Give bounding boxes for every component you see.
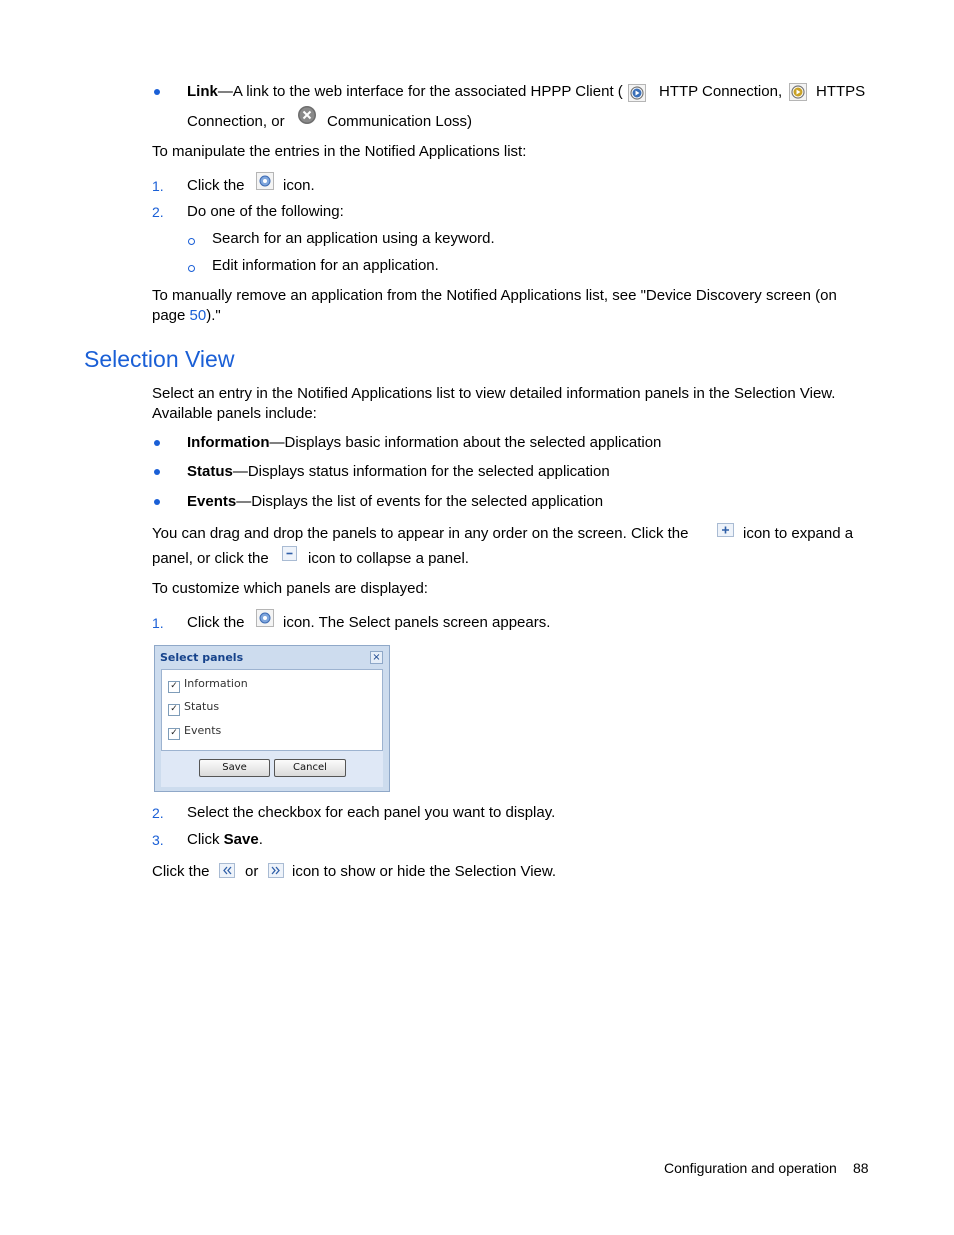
step-b3-text [187, 831, 263, 848]
step-b3-bold: Save [223, 831, 259, 848]
show-hide-post: icon to show or hide the Selection View. [292, 863, 557, 880]
page-50-link[interactable]: 50 [189, 307, 207, 324]
step-a1-post: icon. [283, 177, 315, 194]
https-connection-icon [789, 83, 807, 101]
step-a2-number: 2. [152, 204, 164, 220]
step-b3-pre: Click [187, 831, 224, 848]
option-events-label: Events [184, 724, 222, 737]
close-icon[interactable]: × [370, 651, 383, 664]
http-connection-icon [628, 84, 646, 102]
settings-gear-icon [256, 172, 274, 190]
option-status-label: Status [184, 700, 220, 713]
checkbox-checked-icon[interactable]: ✓ [168, 728, 180, 740]
save-button[interactable]: Save [199, 759, 270, 777]
step-b2-text: Select the checkbox for each panel you want to display. [187, 804, 556, 821]
link-text-c: HTTPS [816, 83, 866, 100]
dialog-title: Select panels [160, 651, 244, 664]
remove-para-line2 [152, 307, 221, 324]
sub-option-marker [188, 238, 195, 245]
step-a2-text: Do one of the following: [187, 203, 344, 220]
dialog-body [161, 669, 383, 751]
settings-gear-icon [256, 609, 274, 627]
customize-intro: To customize which panels are displayed: [152, 580, 428, 597]
panel-events-desc: —Displays the list of events for the selected application [236, 493, 604, 510]
section-intro-line2: Available panels include: [152, 405, 317, 422]
communication-loss-icon [297, 105, 317, 125]
panel-status [187, 463, 610, 480]
checkbox-checked-icon[interactable]: ✓ [168, 681, 180, 693]
sub-option-edit: Edit information for an application. [212, 257, 439, 274]
footer-page-number: 88 [853, 1160, 869, 1176]
step-b3-number: 3. [152, 832, 164, 848]
bullet-information [154, 440, 160, 446]
step-a1-number: 1. [152, 178, 164, 194]
bullet-events [154, 499, 160, 505]
drag-para-line2-post: icon to collapse a panel. [308, 550, 469, 567]
step-b1-number: 1. [152, 615, 164, 631]
step-b3-post: . [258, 831, 263, 848]
bullet-status [154, 469, 160, 475]
panel-events-term: Events [187, 493, 237, 510]
link-text-e: Communication Loss) [327, 113, 473, 130]
dialog-footer [161, 751, 383, 787]
link-text-b: HTTP Connection, [659, 83, 783, 100]
remove-para-post: )." [206, 307, 221, 324]
link-text-a: —A link to the web interface for the associated HPPP Client ( [217, 83, 623, 100]
panel-status-term: Status [187, 463, 233, 480]
link-text-d: Connection, or [187, 113, 285, 130]
bullet-link [154, 89, 160, 95]
sub-option-marker [188, 265, 195, 272]
step-b1-post: icon. The Select panels screen appears. [283, 614, 551, 631]
remove-para-line1: To manually remove an application from the Notified Applications list, see "Device Discovery screen (on [152, 287, 837, 304]
expand-panel-icon [717, 523, 734, 537]
sub-option-search: Search for an application using a keyword. [212, 230, 495, 247]
panel-information-desc: —Displays basic information about the selected application [269, 434, 662, 451]
option-information[interactable] [168, 677, 248, 693]
step-b2-number: 2. [152, 805, 164, 821]
link-line-1 [187, 83, 623, 100]
collapse-panel-icon [282, 546, 297, 561]
show-selection-view-icon [268, 863, 284, 878]
panel-information-term: Information [187, 434, 270, 451]
cancel-button[interactable]: Cancel [274, 759, 346, 777]
panel-events [187, 493, 603, 510]
panel-information [187, 434, 661, 451]
panel-status-desc: —Displays status information for the selected application [232, 463, 610, 480]
drag-para-line2-pre: panel, or click the [152, 550, 269, 567]
link-term: Link [187, 83, 218, 100]
drag-para-line1-pre: You can drag and drop the panels to appear in any order on the screen. Click the [152, 525, 689, 542]
checkbox-checked-icon[interactable]: ✓ [168, 704, 180, 716]
option-status[interactable] [168, 700, 219, 716]
footer-section: Configuration and operation [664, 1160, 837, 1176]
select-panels-dialog [154, 645, 390, 792]
step-a1-pre: Click the [187, 177, 245, 194]
manipulate-intro: To manipulate the entries in the Notified Applications list: [152, 143, 527, 160]
option-events[interactable] [168, 724, 221, 740]
step-b1-pre: Click the [187, 614, 245, 631]
option-information-label: Information [184, 677, 248, 690]
hide-selection-view-icon [219, 863, 235, 878]
show-hide-mid: or [245, 863, 259, 880]
remove-para-pre: page [152, 307, 190, 324]
drag-para-line1-post: icon to expand a [743, 525, 854, 542]
section-title: Selection View [84, 346, 235, 372]
section-intro-line1: Select an entry in the Notified Applications list to view detailed information panels in the Selection View. [152, 385, 836, 402]
show-hide-pre: Click the [152, 863, 210, 880]
